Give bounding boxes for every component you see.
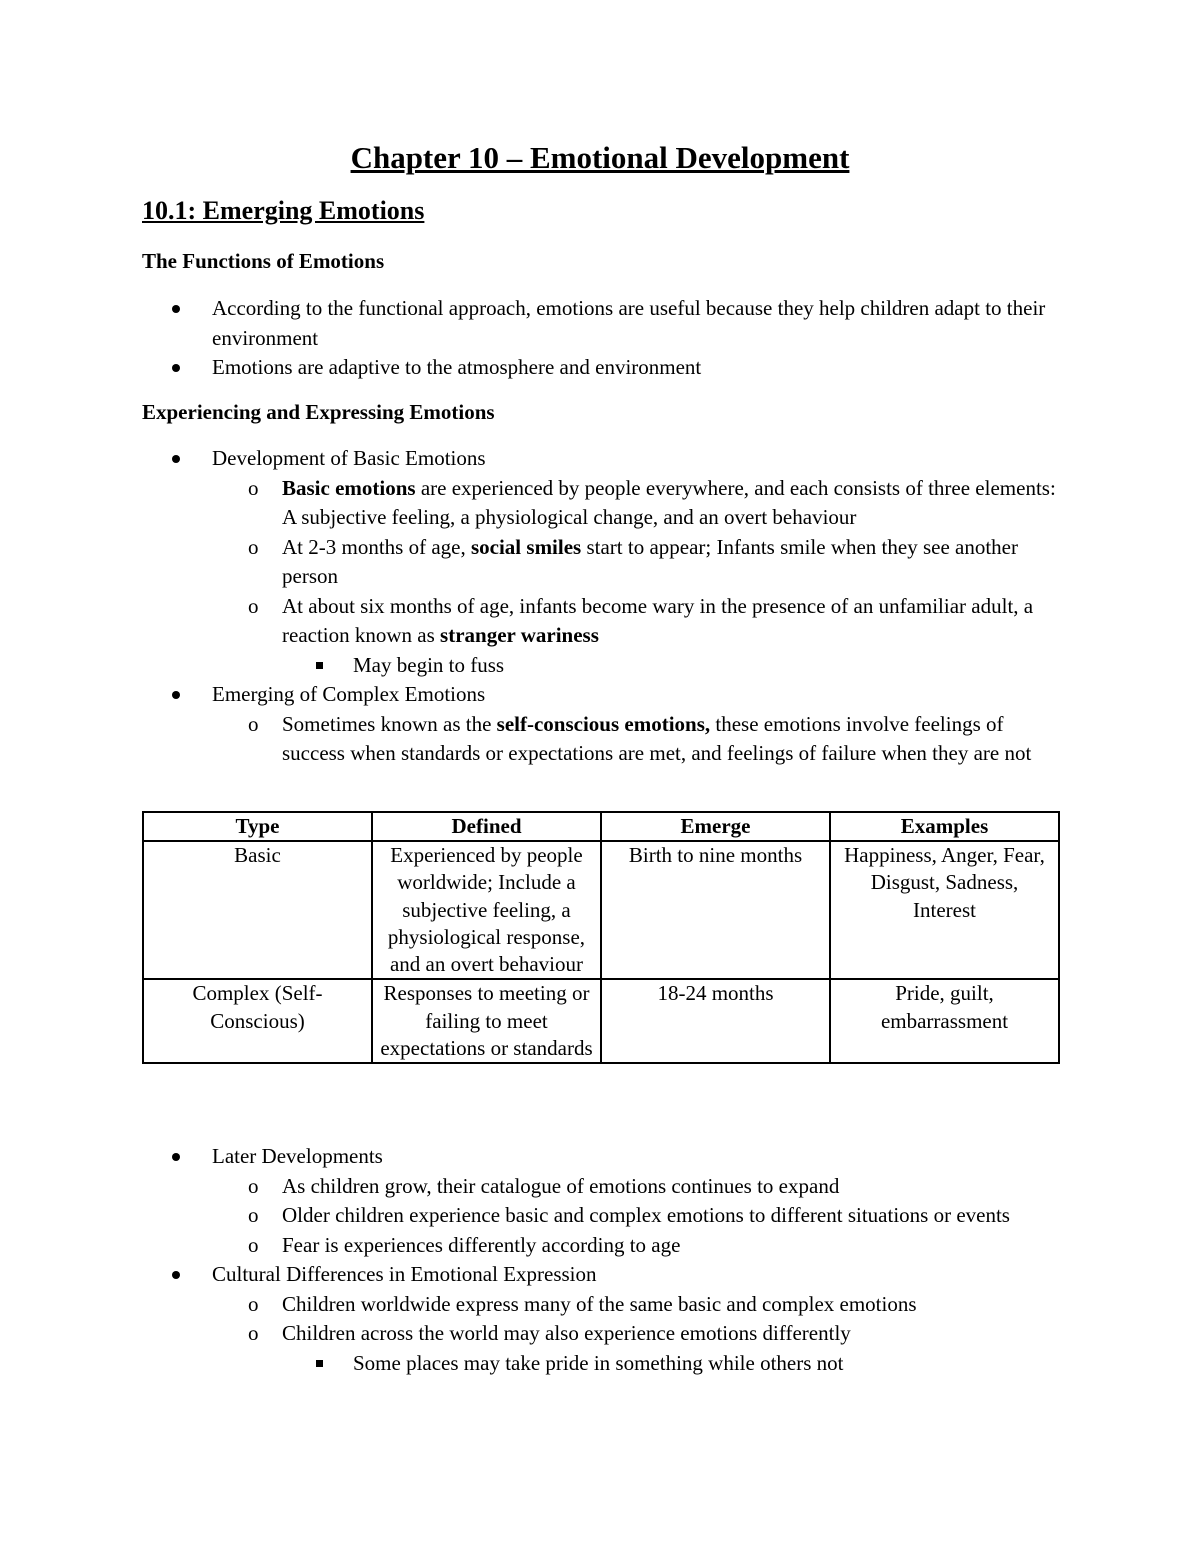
- square-bullet-icon: [316, 1360, 323, 1367]
- later-list: [142, 1142, 1062, 1378]
- table-header: Examples: [830, 812, 1059, 841]
- list-item: o At about six months of age, infants become wary in the presence of an unfamiliar adult, a reaction known as stranger wariness: [248, 593, 1034, 647]
- list-item: o Basic emotions are experienced by people everywhere, and each consists of three elements: A subjective feeling, a physiological change, and an overt behaviour: [248, 475, 1056, 529]
- functions-list: [142, 294, 1062, 383]
- list-item: May begin to fuss: [142, 651, 1062, 681]
- bullet-icon: [172, 364, 180, 372]
- list-item: Later Developments: [142, 1142, 1062, 1172]
- list-item: o At 2-3 months of age, social smiles start to appear; Infants smile when they see another person: [248, 534, 1018, 588]
- bullet-icon: [172, 305, 180, 313]
- table-header: Type: [143, 812, 372, 841]
- table-header-row: [143, 812, 1059, 841]
- list-item: Some places may take pride in something while others not: [142, 1349, 1062, 1379]
- list-item: Cultural Differences in Emotional Expression: [142, 1260, 1062, 1290]
- table-row: [143, 979, 1059, 1063]
- heading-functions: The Functions of Emotions: [142, 249, 385, 273]
- list-item: Emerging of Complex Emotions: [142, 680, 1062, 710]
- heading-experiencing: Experiencing and Expressing Emotions: [142, 400, 495, 424]
- list-item: o Children across the world may also experience emotions differently: [142, 1319, 1062, 1349]
- list-item: o Sometimes known as the self-conscious emotions, these emotions involve feelings of success when standards or expectations are met, and feelings of failure when they are not: [248, 711, 1032, 765]
- bullet-icon: [172, 1271, 180, 1279]
- table-cell: Basic: [143, 841, 372, 979]
- table-cell: Pride, guilt, embarrassment: [830, 979, 1059, 1063]
- table-cell: Complex (Self-Conscious): [143, 979, 372, 1063]
- list-item: o As children grow, their catalogue of emotions continues to expand: [142, 1172, 1062, 1202]
- emotions-table: [142, 811, 1060, 1064]
- list-item: o Fear is experiences differently according to age: [142, 1231, 1062, 1261]
- table-cell: Birth to nine months: [601, 841, 830, 979]
- circle-bullet-icon: o: [248, 1232, 259, 1257]
- table-header: Defined: [372, 812, 601, 841]
- bullet-icon: [172, 455, 180, 463]
- list-item: o Older children experience basic and complex emotions to different situations or events: [142, 1201, 1062, 1231]
- circle-bullet-icon: o: [248, 711, 259, 736]
- experiencing-list: [142, 444, 1062, 769]
- table-header: Emerge: [601, 812, 830, 841]
- circle-bullet-icon: o: [248, 1321, 259, 1345]
- circle-bullet-icon: o: [248, 1291, 259, 1316]
- subtitle-text: 10.1: Emerging Emotions: [142, 196, 425, 225]
- table-cell: 18-24 months: [601, 979, 830, 1063]
- circle-bullet-icon: o: [248, 593, 259, 618]
- table-cell: Responses to meeting or failing to meet expectations or standards: [372, 979, 601, 1063]
- circle-bullet-icon: o: [248, 534, 259, 559]
- bullet-icon: [172, 1153, 180, 1161]
- square-bullet-icon: [316, 662, 323, 669]
- list-item: o Children worldwide express many of the same basic and complex emotions: [142, 1290, 1062, 1320]
- table-row: [143, 841, 1059, 979]
- bullet-icon: [172, 691, 180, 699]
- list-item: Emotions are adaptive to the atmosphere and environment: [142, 353, 1062, 383]
- table-cell: Happiness, Anger, Fear, Disgust, Sadness, Interest: [830, 841, 1059, 979]
- table-cell: Experienced by people worldwide; Include a subjective feeling, a physiological response, and an overt behaviour: [372, 841, 601, 979]
- list-item: Development of Basic Emotions: [142, 444, 1062, 474]
- list-item: According to the functional approach, emotions are useful because they help children adapt to their environment: [142, 294, 1062, 353]
- section-subtitle: [142, 196, 424, 226]
- circle-bullet-icon: o: [248, 1173, 259, 1198]
- page-title: Chapter 10 – Emotional Development: [350, 140, 850, 175]
- circle-bullet-icon: o: [248, 475, 259, 500]
- circle-bullet-icon: o: [248, 1203, 259, 1227]
